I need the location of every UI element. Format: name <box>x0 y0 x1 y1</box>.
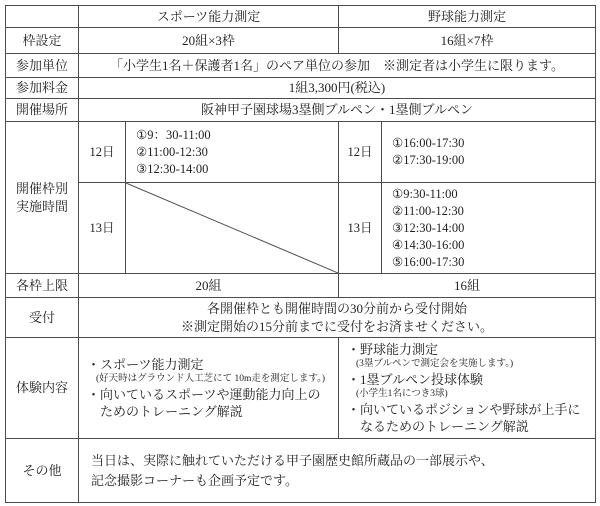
diagonal-line <box>126 183 338 273</box>
cell-participation-fee: 1組3,300円(税込) <box>79 78 596 99</box>
label-schedule <box>6 122 79 274</box>
label-schedule-line1: 開催枠別 <box>15 180 68 196</box>
label-slot-limit: 各枠上限 <box>6 274 79 298</box>
slot: ③12:30-14:00 <box>392 220 465 235</box>
cell-other <box>79 439 596 503</box>
cell-venue: 阪神甲子園球場3塁側ブルペン・1塁側ブルペン <box>79 99 596 122</box>
participation-unit-row <box>6 54 596 78</box>
slot: ④14:30-16:00 <box>392 237 465 252</box>
cell-sports-day12-slots <box>126 122 339 183</box>
experience-note: (小学生1名につき3球) <box>356 389 448 399</box>
label-experience: 体験内容 <box>6 338 79 439</box>
label-participation-unit: 参加単位 <box>6 54 79 78</box>
cell-experience-baseball <box>339 338 596 439</box>
cell-baseball-day12-slots <box>382 122 596 183</box>
other-line: 記念撮影コーナーも企画予定です。 <box>91 472 298 488</box>
experience-note: (3塁ブルペンで測定会を実施します。) <box>356 359 514 369</box>
cell-frame-setting-sports: 20組×3枠 <box>79 28 339 54</box>
cell-slot-limit-sports: 20組 <box>79 274 339 298</box>
label-participation-fee: 参加料金 <box>6 78 79 99</box>
cell-frame-setting-baseball: 16組×7枠 <box>339 28 596 54</box>
slot: ②11:00-12:30 <box>136 144 208 159</box>
slot: ⑤16:00-17:30 <box>392 254 465 269</box>
cell-baseball-day12-label: 12日 <box>339 122 382 183</box>
venue-row <box>6 99 596 122</box>
label-other: その他 <box>6 439 79 503</box>
cell-header-sports: スポーツ能力測定 <box>79 6 339 28</box>
label-schedule-line2: 実施時間 <box>15 198 68 214</box>
schedule-day13-row <box>6 183 596 274</box>
experience-row <box>6 338 596 439</box>
slot: ②11:00-12:30 <box>392 203 464 218</box>
other-row <box>6 439 596 503</box>
experience-item: ・1塁ブルペン投球体験 <box>347 372 483 387</box>
slot-limit-row <box>6 274 596 298</box>
cell-sports-day12-label: 12日 <box>79 122 126 183</box>
experience-item: ・向いているスポーツや運動能力向上の <box>87 387 321 402</box>
reception-row <box>6 298 596 338</box>
slot: ③12:30-14:00 <box>136 161 209 176</box>
participation-fee-row <box>6 78 596 99</box>
experience-item: ・スポーツ能力測定 <box>87 357 204 372</box>
label-reception: 受付 <box>6 298 79 338</box>
experience-item-continuation: なるためのトレーニング解説 <box>360 419 529 434</box>
label-frame-setting: 枠設定 <box>6 28 79 54</box>
cell-slot-limit-baseball: 16組 <box>339 274 596 298</box>
cell-sports-day13-empty <box>126 183 339 274</box>
cell-reception <box>79 298 596 338</box>
cell-experience-sports <box>79 338 339 439</box>
experience-item-continuation: ためのトレーニング解説 <box>100 404 243 419</box>
other-line: 当日は、実際に触れていただける甲子園歴史館所蔵品の一部展示や、 <box>91 452 494 468</box>
frame-setting-row <box>6 28 596 54</box>
header-row <box>6 6 596 28</box>
cell-header-empty <box>6 6 79 28</box>
cell-sports-day13-label: 13日 <box>79 183 126 274</box>
cell-participation-unit: 「小学生1名＋保護者1名」のペア単位の参加 ※測定者は小学生に限ります。 <box>79 54 596 78</box>
slot: ①9：30-11:00 <box>136 127 211 142</box>
cell-header-baseball: 野球能力測定 <box>339 6 596 28</box>
event-info-table <box>5 5 596 503</box>
experience-item: ・向いているポジションや野球が上手に <box>347 402 581 417</box>
experience-note: (好天時はグラウンド人工芝にて 10m走を測定します。) <box>96 374 326 384</box>
reception-line: 各開催枠とも開催時間の30分前から受付開始 <box>207 300 468 316</box>
slot: ①9:30-11:00 <box>392 186 458 201</box>
cell-baseball-day13-slots <box>382 183 596 274</box>
reception-line: ※測定開始の15分前までに受付をお済ませください。 <box>181 318 494 334</box>
label-venue: 開催場所 <box>6 99 79 122</box>
slot: ①16:00-17:30 <box>392 136 465 150</box>
cell-baseball-day13-label: 13日 <box>339 183 382 274</box>
slot: ②17:30-19:00 <box>392 153 465 167</box>
experience-item: ・野球能力測定 <box>347 342 439 357</box>
schedule-day12-row <box>6 122 596 183</box>
